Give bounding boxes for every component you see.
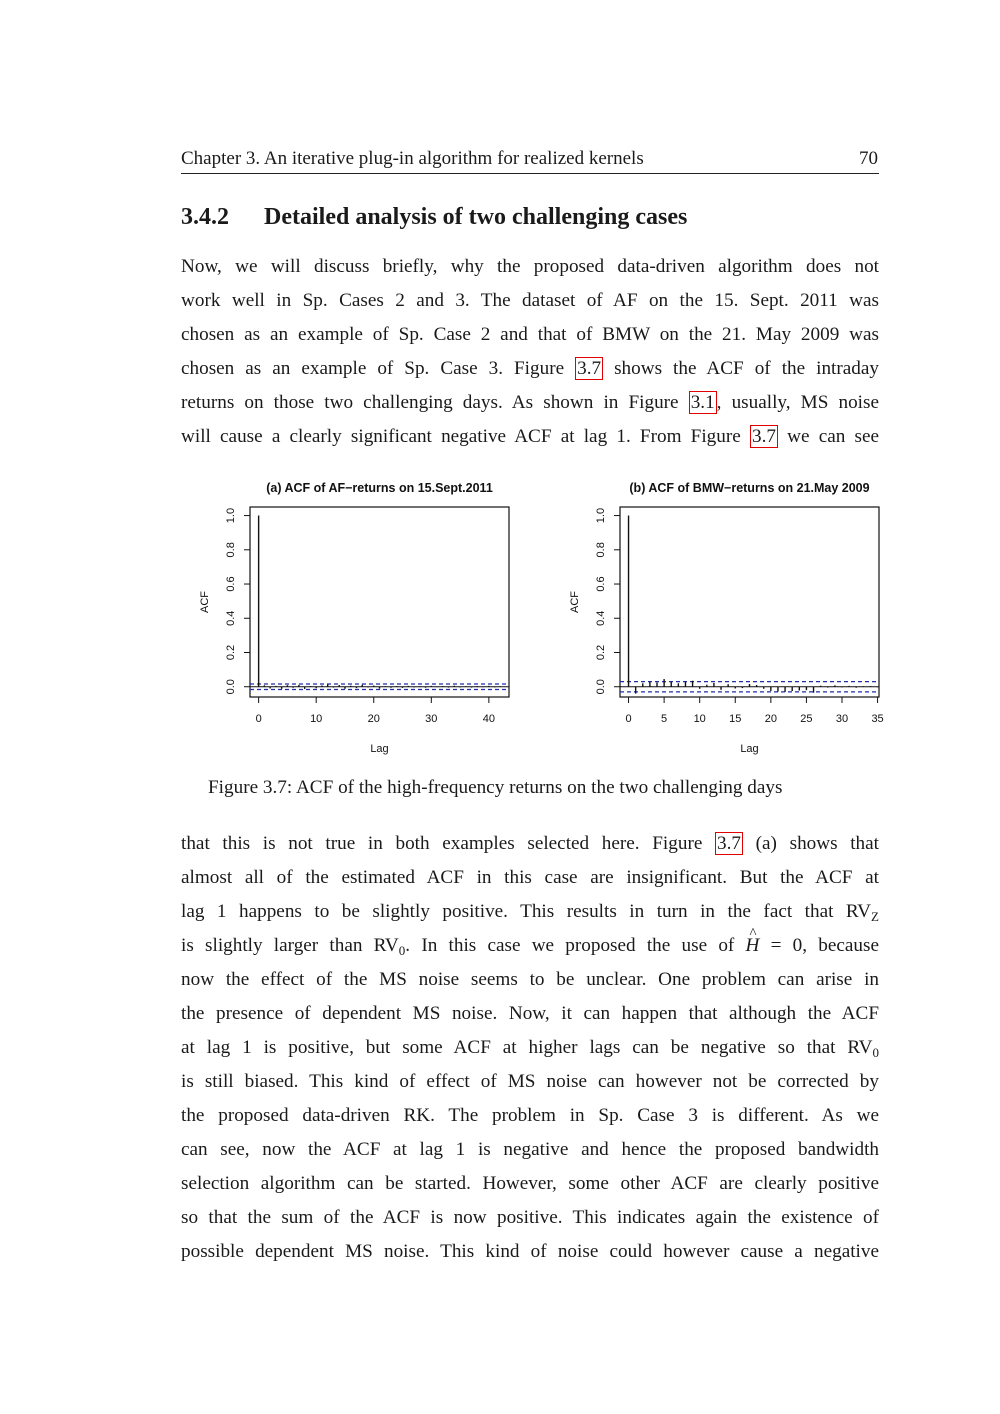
figure-reference-link[interactable]: 3.1 <box>690 392 715 413</box>
x-tick-label: 0 <box>625 713 632 725</box>
x-tick-label: 40 <box>482 713 495 725</box>
x-tick-label: 15 <box>729 713 742 725</box>
x-tick-label: 10 <box>693 713 706 725</box>
text-line: almost all of the estimated ACF in this case are insignificant. But the ACF at <box>181 867 879 888</box>
text-line: returns on those two challenging days. As shown in Figure 3.1 , usually, MS noise <box>181 392 879 413</box>
text-line: that this is not true in both examples selected here. Figure 3.7 (a) shows that <box>181 833 880 854</box>
y-tick-label: 0.6 <box>595 576 607 592</box>
y-tick-label: 0.6 <box>225 576 237 592</box>
chart-title: (b) ACF of BMW−returns on 21.May 2009 <box>629 481 870 495</box>
y-tick-label: 0.0 <box>595 679 607 695</box>
text-line: chosen as an example of Sp. Case 3. Figure 3.7 shows the ACF of the intraday <box>181 358 879 379</box>
acf-chart-bmw <box>560 470 900 760</box>
x-tick-label: 0 <box>255 713 262 725</box>
x-tick-label: 5 <box>661 713 668 725</box>
figure-reference-link[interactable]: 3.7 <box>717 833 741 854</box>
section-heading <box>181 204 687 231</box>
figure-reference-link[interactable]: 3.7 <box>577 358 602 379</box>
x-tick-label: 35 <box>871 713 884 725</box>
text-line: will cause a clearly significant negative ACF at lag 1. From Figure 3.7 we can see <box>181 426 879 447</box>
text-line: selection algorithm can be started. However, some other ACF are clearly positive <box>181 1173 879 1194</box>
text-line: the presence of dependent MS noise. Now, it can happen that although the ACF <box>181 1003 879 1024</box>
plot-frame <box>250 507 509 697</box>
text-line: Now, we will discuss briefly, why the proposed data-driven algorithm does not <box>181 256 879 277</box>
x-tick-label: 25 <box>800 713 813 725</box>
text-line: is still biased. This kind of effect of MS noise can however not be corrected by <box>181 1071 879 1092</box>
x-tick-label: 20 <box>367 713 380 725</box>
text-line: now the effect of the MS noise seems to be unclear. One problem can arise in <box>181 969 879 990</box>
x-tick-label: 30 <box>425 713 438 725</box>
acf-chart-af <box>190 470 530 760</box>
text-line: work well in Sp. Cases 2 and 3. The dataset of AF on the 15. Sept. 2011 was <box>181 290 879 311</box>
section-number: 3.4.2 <box>181 204 229 230</box>
y-tick-label: 0.0 <box>225 679 237 695</box>
y-tick-label: 0.4 <box>225 610 237 626</box>
page-number: 70 <box>859 148 878 169</box>
y-tick-label: 0.8 <box>595 542 607 558</box>
chart-title: (a) ACF of AF−returns on 15.Sept.2011 <box>266 481 493 495</box>
x-axis-label: Lag <box>370 743 389 755</box>
y-tick-label: 0.4 <box>595 610 607 626</box>
y-tick-label: 1.0 <box>225 507 237 524</box>
figure-reference-link[interactable]: 3.7 <box>751 426 776 447</box>
text-line: possible dependent MS noise. This kind of noise could however cause a negative <box>181 1241 879 1262</box>
section-title: Detailed analysis of two challenging cases <box>264 204 688 230</box>
text-line: the proposed data-driven RK. The problem in Sp. Case 3 is different. As we <box>181 1105 879 1126</box>
text-line: chosen as an example of Sp. Case 2 and that of BMW on the 21. May 2009 was <box>181 324 879 345</box>
x-tick-label: 30 <box>835 713 849 725</box>
running-header <box>181 146 879 174</box>
x-tick-label: 10 <box>310 713 323 725</box>
plot-frame <box>620 507 879 697</box>
y-tick-label: 1.0 <box>595 507 607 524</box>
text-line: so that the sum of the ACF is now positive. This indicates again the existence of <box>181 1207 879 1228</box>
y-tick-label: 0.2 <box>225 644 237 661</box>
x-tick-label: 20 <box>764 713 777 725</box>
text-line: is slightly larger than $RV_0$. In this case we proposed the use of ^ H = 0, because <box>181 934 879 963</box>
h-hat-symbol: ^ H <box>746 934 760 958</box>
text-line: can see, now the ACF at lag 1 is negative and hence the proposed bandwidth <box>181 1139 879 1160</box>
x-axis-label: Lag <box>740 743 759 755</box>
y-axis-label: ACF <box>569 591 581 613</box>
chapter-title: Chapter 3. An iterative plug-in algorithm for realized kernels <box>181 148 644 169</box>
y-axis-label: ACF <box>199 591 211 613</box>
y-tick-label: 0.8 <box>225 542 237 558</box>
y-tick-label: 0.2 <box>595 644 607 661</box>
text-line: lag 1 happens to be slightly positive. This results in turn in the fact that $RV_Z$ <box>181 901 879 924</box>
text-line: at lag 1 is positive, but some ACF at higher lags can be negative so that $RV_0$ <box>181 1037 879 1060</box>
figure-caption: Figure 3.7: ACF of the high-frequency returns on the two challenging days <box>208 777 783 798</box>
